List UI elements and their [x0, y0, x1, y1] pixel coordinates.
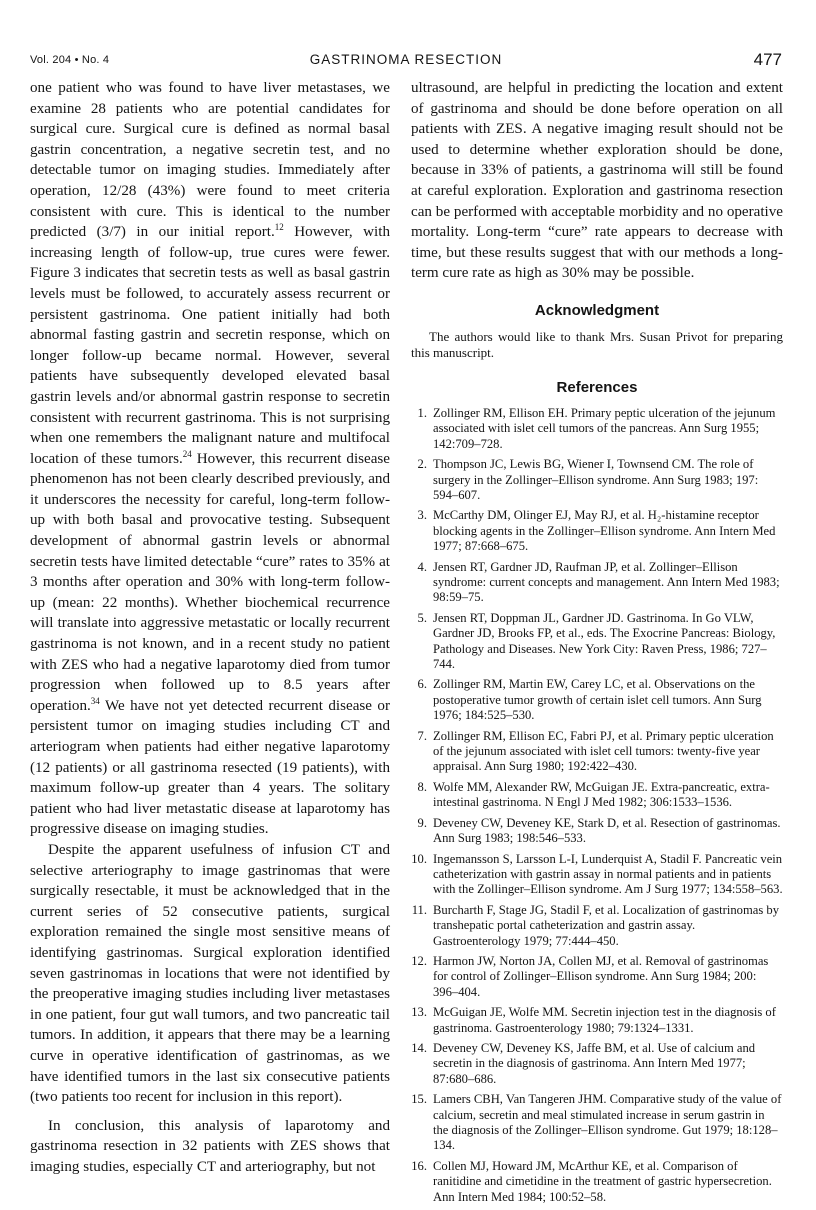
reference-number: 12. — [411, 953, 427, 968]
reference-number: 2. — [417, 457, 427, 472]
reference-number: 4. — [417, 559, 427, 574]
reference-list — [411, 406, 783, 1205]
reference-number: 14. — [411, 1040, 427, 1055]
reference-number: 15. — [411, 1092, 427, 1107]
reference-number: 7. — [417, 728, 427, 743]
text-run: We have not yet detected recurrent disease or persistent tumor on imaging studies including CT and arteriogram when patients had either negative laparotomy (12 patients) or all gastrinoma resected (19 patients), with maximum follow-up greater than 4 years. The solitary patient who had liver metastatic disease at laparotomy has progressive disease on imaging studies. — [30, 697, 390, 838]
reference-item — [411, 729, 783, 775]
reference-number: 9. — [417, 815, 427, 830]
citation-superscript: 34 — [90, 695, 100, 706]
references-heading: References — [556, 378, 638, 396]
reference-item — [411, 1041, 783, 1087]
reference-text: Zollinger RM, Martin EW, Carey LC, et al. Observations on the postoperative tumor growth of certain islet cell tumors. Ann Surg 1976; 184:525–530. — [433, 677, 762, 723]
reference-number: 5. — [417, 610, 427, 625]
acknowledgment-text: The authors would like to thank Mrs. Susan Privot for preparing this manuscript. — [411, 328, 783, 361]
reference-number: 13. — [411, 1005, 427, 1020]
reference-number: 3. — [417, 508, 427, 523]
reference-text: Wolfe MM, Alexander RW, McGuigan JE. Extra-pancreatic, extra-intestinal gastrinoma. N Engl J Med 1982; 306:1533–1536. — [433, 779, 770, 810]
reference-text: Jensen RT, Gardner JD, Raufman JP, et al. Zollinger–Ellison syndrome: current concepts and management. Ann Intern Med 1983; 98:59–75. — [433, 559, 780, 605]
reference-item — [411, 457, 783, 503]
citation-superscript: 24 — [182, 448, 192, 459]
reference-item — [411, 406, 783, 452]
body-paragraph — [30, 78, 390, 840]
reference-item — [411, 677, 783, 723]
reference-text: McGuigan JE, Wolfe MM. Secretin injection test in the diagnosis of gastrinoma. Gastroenterology 1980; 79:1324–1331. — [433, 1005, 776, 1035]
reference-item — [411, 1005, 783, 1036]
reference-number: 16. — [411, 1158, 427, 1173]
citation-superscript: 12 — [274, 222, 284, 233]
page-number: 477 — [753, 50, 782, 69]
acknowledgment-heading: Acknowledgment — [534, 301, 660, 319]
reference-text: Thompson JC, Lewis BG, Wiener I, Townsend CM. The role of surgery in the Zollinger–Ellison syndrome. Ann Surg 1983; 197: 594–607. — [433, 457, 759, 502]
right-column — [411, 78, 783, 1210]
text-run: However, this recurrent disease phenomenon has not been clearly described previously, and it underscores the necessity for careful, long-term follow-up with both basal and provocative testing. Subsequent development of abnormal gastrin levels or abnormal secretin tests have limited detectable “cure” rates to 35% at 3 months after operation and 30% with long-term follow-up (mean: 22 months). Whether biochemical recurrence will translate into aggressive metastatic or locally recurrent gastrinoma is not known, and in a recent study no patient with ZES who had a negative laparotomy died from tumor progression when followed up to 8.5 years after operation. — [30, 450, 390, 714]
reference-text: Burcharth F, Stage JG, Stadil F, et al. Localization of gastrinomas by transhepatic portal catheterization and gastrin assay. Gastroenterology 1979; 77:444–450. — [433, 902, 779, 948]
reference-text: McCarthy DM, Olinger EJ, May RJ, et al. H₂-histamine receptor blocking agents in the Zollinger–Ellison syndrome. Ann Intern Med 1977; 87:668–675. — [433, 508, 776, 554]
reference-text: Zollinger RM, Ellison EC, Fabri PJ, et al. Primary peptic ulceration of the jejunum associated with islet cell tumors: twenty-five year appraisal. Ann Surg 1980; 192:422–430. — [433, 728, 774, 774]
reference-number: 1. — [417, 405, 427, 420]
reference-number: 10. — [411, 851, 427, 866]
reference-item — [411, 560, 783, 606]
text-run: one patient who was found to have liver metastases, we examine 28 patients who are potential candidates for surgical cure. Surgical cure is defined as normal basal gastrin concentration, a negative secretin test, and no detectable tumor on imaging studies. Immediately after operation, 12/28 (43%) were found to meet criteria consistent with cure. This is identical to the number predicted (3/7) in our initial report. — [30, 80, 390, 241]
text-run: However, with increasing length of follow-up, true cures were fewer. Figure 3 indicates that secretin tests as well as basal gastrin levels must be followed, to accurately assess recurrent or persistent gastrinoma. One patient initially had both abnormal fasting gastrin and secretin response, which on longer follow-up became normal. However, several patients have subsequently developed elevated basal gastrin levels and/or abnormal gastrin response to secretin consistent with recurrent gastrinoma. This is not surprising when one remembers the malignant nature and multifocal location of these tumors. — [30, 224, 390, 467]
running-title: GASTRINOMA RESECTION — [309, 52, 503, 67]
reference-item — [411, 1159, 783, 1205]
reference-item — [411, 954, 783, 1000]
reference-number: 11. — [411, 902, 427, 917]
reference-text: Jensen RT, Doppman JL, Gardner JD. Gastrinoma. In Go VLW, Gardner JD, Brooks FP, et al., eds. The Exocrine Pancreas: Biology, Pathology and Diseases. New York City: Raven Press, 1986; 727–744. — [433, 610, 776, 672]
body-paragraph: ultrasound, are helpful in predicting the location and extent of gastrinoma and should be done before operation on all patients with ZES. A negative imaging result should not be used to determine whether exploration should be done, because in 33% of patients, a gastrinoma will still be found at careful exploration. Exploration and gastrinoma resection can be performed with acceptable morbidity and no operative mortality. Long-term “cure” rate appears to decrease with time, but these results suggest that with our methods a long-term cure rate as high as 30% may be possible. — [411, 80, 783, 282]
reference-text: Ingemansson S, Larsson L-I, Lunderquist A, Stadil F. Pancreatic vein catheterization with gastrin assay in normal patients and in patients with the Zollinger–Ellison syndrome. Am J Surg 1977; 134:558–563. — [433, 851, 783, 897]
body-paragraph: In conclusion, this analysis of laparotomy and gastrinoma resection in 32 patients with ZES shows that imaging studies, especially CT and arteriography, but not — [30, 1117, 390, 1175]
reference-item — [411, 508, 783, 554]
reference-item — [411, 780, 783, 811]
reference-text: Deveney CW, Deveney KE, Stark D, et al. Resection of gastrinomas. Ann Surg 1983; 198:546–533. — [433, 815, 781, 846]
reference-text: Lamers CBH, Van Tangeren JHM. Comparative study of the value of calcium, secretin and meal stimulated increase in serum gastrin in the diagnosis of the Zollinger–Ellison syndrome. Gut 1979; 18:128–134. — [433, 1092, 782, 1153]
reference-text: Collen MJ, Howard JM, McArthur KE, et al. Comparison of ranitidine and cimetidine in the treatment of gastric hypersecretion. Ann Intern Med 1984; 100:52–58. — [433, 1158, 772, 1204]
reference-item — [411, 611, 783, 673]
volume-issue: Vol. 204 • No. 4 — [30, 54, 110, 66]
reference-text: Harmon JW, Norton JA, Collen MJ, et al. Removal of gastrinomas for control of Zollinger–Ellison syndrome. Ann Surg 1984; 200: 396–404. — [433, 953, 769, 999]
reference-item — [411, 1092, 783, 1154]
reference-item — [411, 903, 783, 949]
reference-text: Zollinger RM, Ellison EH. Primary peptic ulceration of the jejunum associated with islet cell tumors of the pancreas. Ann Surg 1955; 142:709–728. — [433, 405, 776, 451]
body-paragraph: Despite the apparent usefulness of infusion CT and selective arteriography to image gastrinomas that were surgically resectable, it must be acknowledged that in the current series of 52 consecutive patients, surgical exploration remained the single most sensitive means of identifying gastrinomas. Surgical exploration identified seven gastrinomas in locations that were not identified by the preoperative imaging studies including liver metastases in one patient, four gut wall tumors, and two pancreatic tail tumors. In addition, it appears that there may be a learning curve in operative identification of gastrinomas, as we have identified tumors in the last six consecutive patients (two patients too recent for inclusion in this report). — [30, 841, 390, 1106]
reference-number: 6. — [417, 677, 427, 692]
reference-item — [411, 852, 783, 898]
reference-number: 8. — [417, 779, 427, 794]
reference-item — [411, 816, 783, 847]
reference-text: Deveney CW, Deveney KS, Jaffe BM, et al. Use of calcium and secretin in the diagnosis of gastrinoma. Ann Intern Med 1977; 87:680–686. — [433, 1040, 756, 1086]
left-column — [30, 78, 390, 1177]
running-header — [30, 50, 782, 70]
